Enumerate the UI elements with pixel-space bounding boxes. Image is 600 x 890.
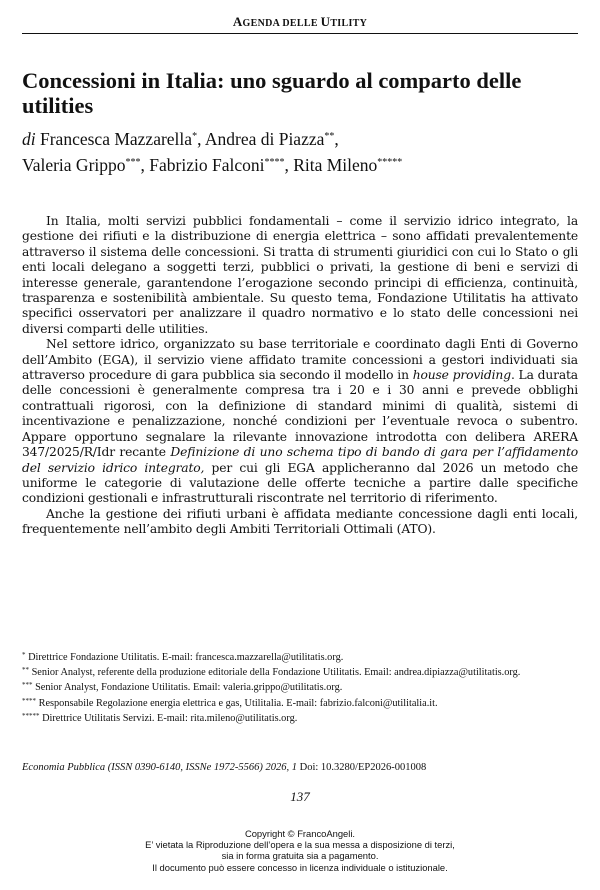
- header-text: TILITY: [330, 18, 368, 29]
- footnote-text: Responsabile Regolazione energia elettrica e gas, Utilitalia. E-mail: fabrizio.falconi@utilitalia.it.: [36, 697, 438, 709]
- copyright-line: E’ vietata la Riproduzione dell’opera e la sua messa a disposizione di terzi,: [145, 839, 455, 851]
- footnote: [22, 710, 578, 725]
- journal-citation: [22, 762, 580, 773]
- paragraph-italic: house providing: [412, 368, 511, 383]
- copyright-line: sia in forma gratuita sia a pagamento.: [221, 850, 379, 862]
- paragraph-text: per cui gli EGA applicheranno dal 2026 un metodo che uniforme le categorie di valutazione delle offerte tecniche a partire dalle specifiche condizioni gestionali e infrastrutturali riscontrate nel territorio di riferimento.: [22, 460, 578, 506]
- author-name: , Andrea di Piazza: [197, 129, 325, 149]
- paragraph-italic: Definizione di uno schema tipo di bando di gara per l’affidamento del servizio idrico integrato,: [22, 445, 578, 475]
- footnote-mark: ***: [125, 157, 141, 168]
- paragraph-text: . La durata delle concessioni è generalmente compresa tra i 20 e i 30 anni e prevede obblighi contrattuali rigorosi, con la definizione di standard minimi di qualità, sistemi di incentivazione e penalizzazione, nonché condizioni per l’eventuale revoca o subentro. Appare opportuno segnalare la rilevante innovazione introdotta con delibera ARERA 347/2025/R/Idr recante: [22, 368, 578, 460]
- page-number: 137: [290, 789, 310, 804]
- footnote-mark: **: [324, 131, 335, 142]
- footnote: [22, 695, 578, 710]
- footnote-text: Direttrice Fondazione Utilitatis. E-mail: francesca.mazzarella@utilitatis.org.: [25, 652, 344, 663]
- header-text: A: [232, 14, 243, 29]
- paragraph-text: Nel settore idrico, organizzato su base territoriale e coordinato dagli Enti di Governo dell’Ambito (EGA), il servizio viene affidato tramite concessioni a gestori individuati sia attraverso procedure di gara pubblica sia secondo il modello in: [22, 337, 578, 383]
- footnote-text: Senior Analyst, Fondazione Utilitatis. Email: valeria.grippo@utilitatis.org.: [32, 682, 343, 694]
- header-text: GENDA DELLE: [242, 18, 321, 29]
- author-name: Francesca Mazzarella: [35, 129, 193, 149]
- footnote: [22, 664, 578, 679]
- author-separator: ,: [334, 129, 339, 149]
- footnote-text: Senior Analyst, referente della produzione editoriale della Fondazione Utilitatis. Email: andrea.dipiazza@utilitatis.org.: [29, 667, 521, 679]
- copyright-line: Il documento può essere concesso in licenza individuale o istituzionale.: [152, 861, 448, 873]
- journal-name: Economia Pubblica (ISSN 0390-6140, ISSNe 1972-5566) 2026, 1: [22, 762, 298, 773]
- author-prefix: di: [22, 129, 36, 149]
- paragraph: In Italia, molti servizi pubblici fondamentali – come il servizio idrico integrato, la gestione dei rifiuti e la distribuzione di energia elettrica – sono affidati prevalentemente attraverso il sistema delle concessioni. Si tratta di strumenti giuridici con cui lo Stato o gli enti locali delegano a soggetti terzi, pubblici o privati, la gestione di beni e servizi di interesse generale, garantendone l’erogazione secondo principi di efficienza, continuità, trasparenza e sostenibilità ambientale. Su questo tema, Fondazione Utilitatis ha attivato specifici osservatori per analizzare il quadro normativo e lo stato delle concessioni nei diversi comparti delle utilities.: [22, 214, 578, 336]
- article-body: [22, 214, 578, 538]
- footnote-mark: *****: [22, 711, 40, 720]
- paragraph: Anche la gestione dei rifiuti urbani è affidata mediante concessione dagli enti locali, frequentemente nell’ambito degli Ambiti Territoriali Ottimali (ATO).: [22, 506, 578, 537]
- copyright-notice: [0, 828, 600, 873]
- footnote: [22, 679, 578, 694]
- footnote-text: Direttrice Utilitatis Servizi. E-mail: rita.mileno@utilitatis.org.: [39, 712, 298, 724]
- footnote-mark: ****: [264, 157, 285, 168]
- footnote-mark: *****: [377, 157, 403, 168]
- author-name: Valeria Grippo: [22, 155, 126, 175]
- article-title: Concessioni in Italia: uno sguardo al comparto delle utilities: [22, 68, 522, 118]
- footnotes: [22, 649, 578, 725]
- author-name: , Fabrizio Falconi: [140, 155, 265, 175]
- doi: Doi: 10.3280/EP2026-001008: [297, 762, 427, 773]
- footnote-mark: ****: [22, 696, 36, 705]
- footnote-mark: *: [192, 131, 198, 142]
- copyright-line: Copyright © FrancoAngeli.: [244, 828, 356, 839]
- footnote-mark: ***: [22, 681, 33, 690]
- footnote-mark: **: [22, 666, 29, 675]
- running-header: [22, 14, 578, 34]
- paragraph: [22, 337, 578, 506]
- author-name: , Rita Mileno: [284, 155, 378, 175]
- author-list: [22, 125, 580, 177]
- footnote: [22, 649, 578, 664]
- footnote-mark: *: [22, 651, 26, 659]
- header-text: U: [320, 14, 331, 29]
